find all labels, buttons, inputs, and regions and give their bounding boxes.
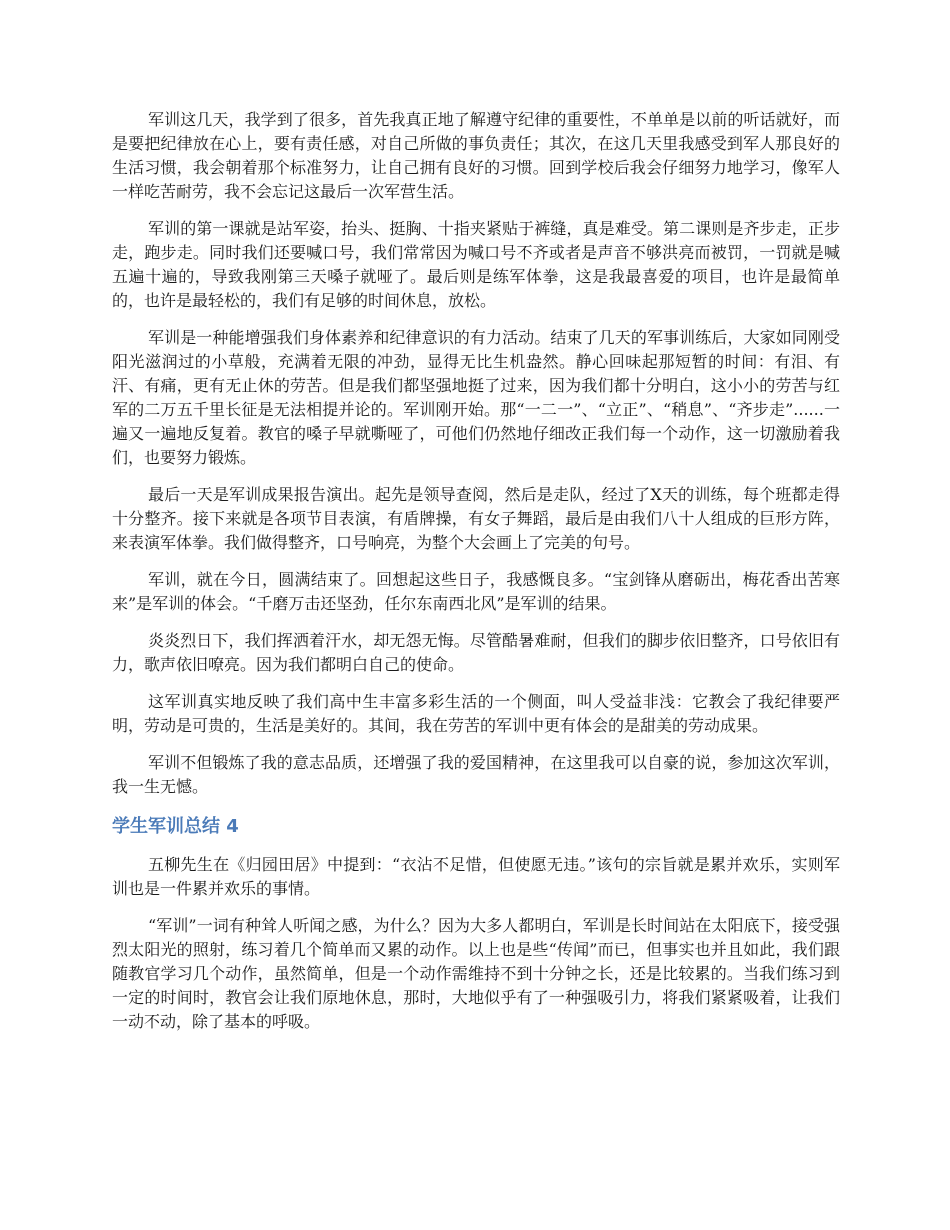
document-body [112, 108, 840, 1047]
paragraph: 这军训真实地反映了我们高中生丰富多彩生活的一个侧面，叫人受益非浅：它教会了我纪律要严明，劳动是可贵的，生活是美好的。其间，我在劳苦的军训中更有体会的是甜美的劳动成果。 [112, 692, 840, 735]
paragraph: 军训，就在今日，圆满结束了。回想起这些日子，我感慨良多。“宝剑锋从磨砺出，梅花香出苦寒来”是军训的体会。“千磨万击还坚劲，任尔东南西北风”是军训的结果。 [112, 570, 840, 613]
section-heading: 学生军训总结 4 [112, 816, 239, 837]
paragraph: 五柳先生在《归园田居》中提到：“衣沾不足惜，但使愿无违。”该句的宗旨就是累并欢乐，实则军训也是一件累并欢乐的事情。 [112, 855, 840, 898]
paragraph: 军训的第一课就是站军姿，抬头、挺胸、十指夹紧贴于裤缝，真是难受。第二课则是齐步走，正步走，跑步走。同时我们还要喊口号，我们常常因为喊口号不齐或者是声音不够洪亮而被罚，一罚就是喊五遍十遍的，导致我刚第三天嗓子就哑了。最后则是练军体拳，这是我最喜爱的项目，也许是最简单的，也许是最轻松的，我们有足够的时间休息，放松。 [112, 219, 840, 310]
paragraph: 最后一天是军训成果报告演出。起先是领导查阅，然后是走队，经过了X天的训练，每个班都走得十分整齐。接下来就是各项节目表演，有盾牌操，有女子舞蹈，最后是由我们八十人组成的巨形方阵，来表演军体拳。我们做得整齐，口号响亮，为整个大会画上了完美的句号。 [112, 485, 840, 552]
paragraph: 炎炎烈日下，我们挥洒着汗水，却无怨无悔。尽管酷暑难耐，但我们的脚步依旧整齐，口号依旧有力，歌声依旧嘹亮。因为我们都明白自己的使命。 [112, 631, 840, 674]
paragraph: 军训这几天，我学到了很多，首先我真正地了解遵守纪律的重要性，不单单是以前的听话就好，而是要把纪律放在心上，要有责任感，对自己所做的事负责任；其次，在这几天里我感受到军人那良好的生活习惯，我会朝着那个标准努力，让自己拥有良好的习惯。回到学校后我会仔细努力地学习，像军人一样吃苦耐劳，我不会忘记这最后一次军营生活。 [112, 110, 840, 201]
paragraph: 军训不但锻炼了我的意志品质，还增强了我的爱国精神，在这里我可以自豪的说，参加这次军训，我一生无憾。 [112, 753, 840, 796]
paragraph: 军训是一种能增强我们身体素养和纪律意识的有力活动。结束了几天的军事训练后，大家如同刚受阳光滋润过的小草般，充满着无限的冲劲，显得无比生机盎然。静心回味起那短暂的时间：有泪、有汗、有痛，更有无止休的劳苦。但是我们都坚强地挺了过来，因为我们都十分明白，这小小的劳苦与红军的二万五千里长征是无法相提并论的。军训刚开始。那“一二一”、“立正”、“稍息”、“齐步走”......一遍又一遍地反复着。教官的嗓子早就嘶哑了，可他们仍然地仔细改正我们每一个动作，这一切激励着我们，也要努力锻炼。 [112, 328, 840, 467]
paragraph: “军训”一词有种耸人听闻之感，为什么？因为大多人都明白，军训是长时间站在太阳底下，接受强烈太阳光的照射，练习着几个简单而又累的动作。以上也是些“传闻”而已，但事实也并且如此，我们跟随教官学习几个动作，虽然简单，但是一个动作需维持不到十分钟之长，还是比较累的。当我们练习到一定的时间时，教官会让我们原地休息，那时，大地似乎有了一种强吸引力，将我们紧紧吸着，让我们一动不动，除了基本的呼吸。 [112, 916, 840, 1031]
